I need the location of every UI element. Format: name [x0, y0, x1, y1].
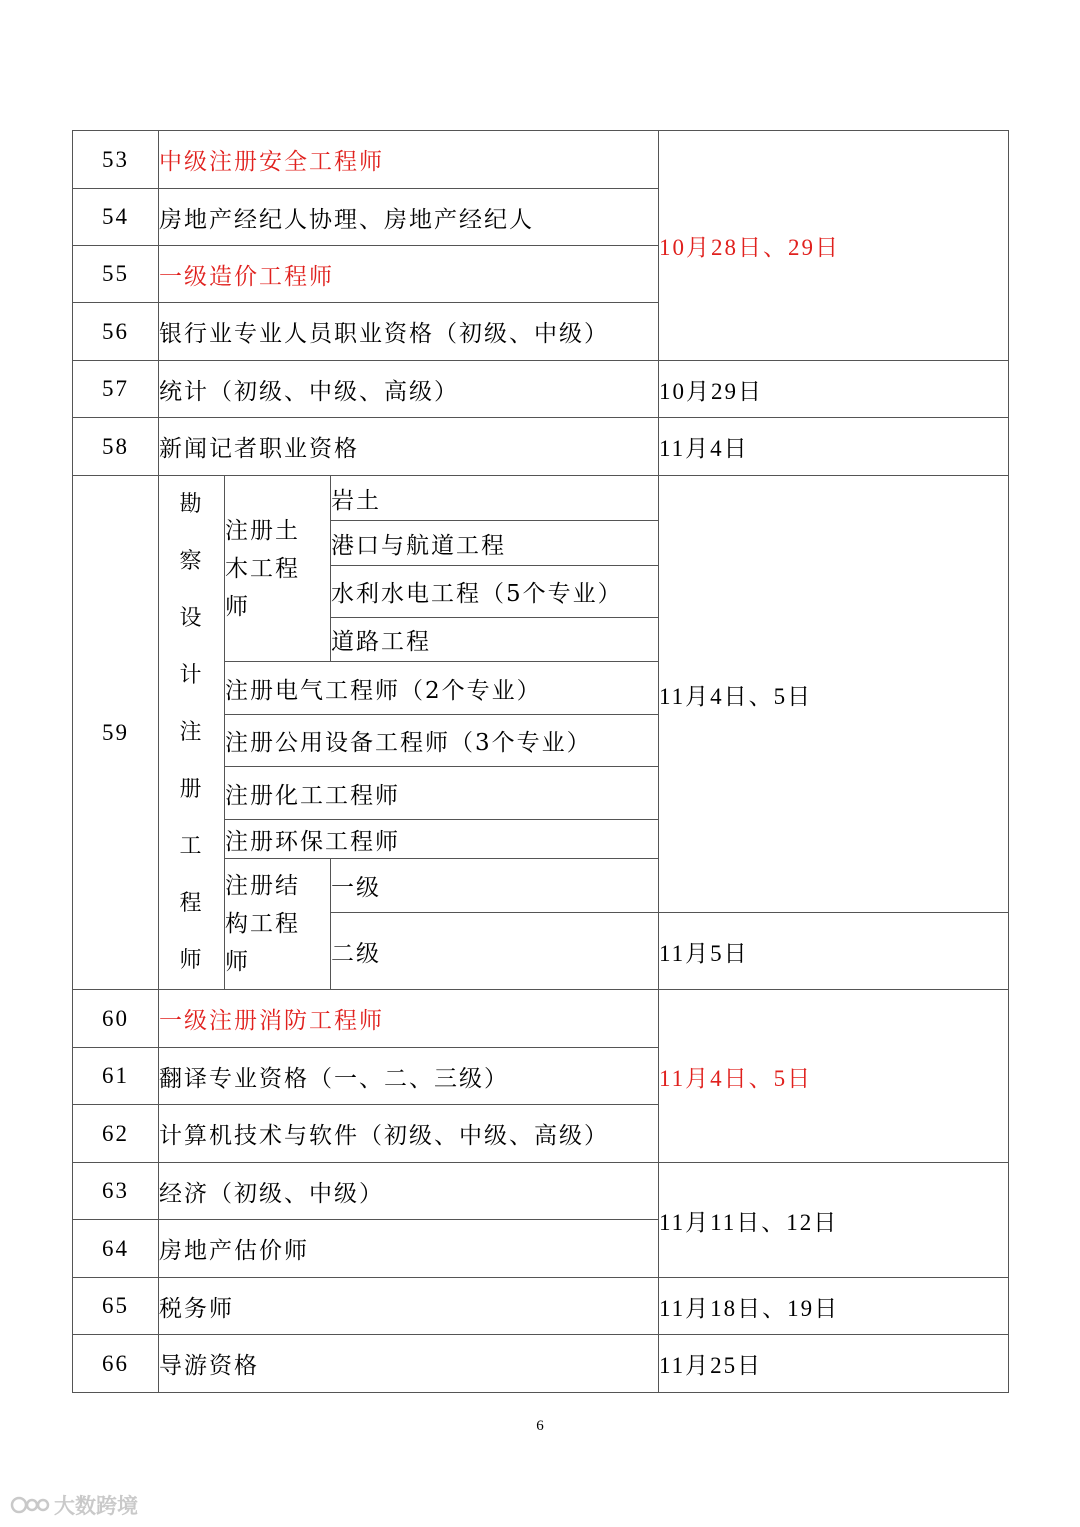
civil-engineer-group: 注册土 木工程 师 — [225, 476, 331, 662]
row-number: 58 — [73, 418, 159, 476]
table-row — [73, 131, 1009, 189]
page-number: 6 — [536, 1418, 544, 1434]
exam-name: 统计（初级、中级、高级） — [159, 361, 659, 418]
category-char: 勘 — [179, 492, 204, 517]
exam-name: 注册化工工程师 — [225, 767, 659, 820]
category-char: 册 — [179, 777, 204, 802]
row-number: 65 — [73, 1278, 159, 1335]
exam-name: 经济（初级、中级） — [159, 1163, 659, 1220]
row-number: 59 — [73, 476, 159, 990]
exam-name: 注册公用设备工程师（3个专业） — [225, 715, 659, 767]
exam-date: 11月5日 — [659, 913, 1009, 990]
table-row — [73, 990, 1009, 1048]
category-char: 察 — [179, 549, 204, 574]
category-char: 注 — [179, 720, 204, 745]
exam-date: 10月28日、29日 — [659, 131, 1009, 361]
row-number: 63 — [73, 1163, 159, 1220]
exam-name: 导游资格 — [159, 1335, 659, 1393]
table-row — [73, 476, 1009, 521]
exam-date: 11月18日、19日 — [659, 1278, 1009, 1335]
row-number: 61 — [73, 1048, 159, 1105]
exam-name: 房地产估价师 — [159, 1220, 659, 1278]
category-vertical-label — [159, 476, 225, 990]
category-char: 师 — [179, 948, 204, 973]
exam-name: 二级 — [331, 913, 659, 990]
row-number: 56 — [73, 303, 159, 361]
exam-name: 中级注册安全工程师 — [159, 131, 659, 189]
table-row — [73, 361, 1009, 418]
table-row — [73, 418, 1009, 476]
exam-name: 房地产经纪人协理、房地产经纪人 — [159, 189, 659, 246]
exam-name: 道路工程 — [331, 618, 659, 662]
row-number: 57 — [73, 361, 159, 418]
exam-name: 一级 — [331, 859, 659, 913]
exam-date: 11月4日、5日 — [659, 990, 1009, 1163]
table-row — [73, 1163, 1009, 1220]
exam-name: 一级注册消防工程师 — [159, 990, 659, 1048]
exam-date: 11月4日、5日 — [659, 476, 1009, 913]
category-char: 程 — [179, 891, 204, 916]
exam-name: 计算机技术与软件（初级、中级、高级） — [159, 1105, 659, 1163]
exam-name: 港口与航道工程 — [331, 521, 659, 566]
row-number: 60 — [73, 990, 159, 1048]
row-number: 53 — [73, 131, 159, 189]
exam-date: 11月11日、12日 — [659, 1163, 1009, 1278]
watermark-text: 大数跨境 — [54, 1494, 138, 1518]
exam-name: 水利水电工程（5个专业） — [331, 566, 659, 618]
watermark — [10, 1490, 138, 1520]
exam-name: 岩土 — [331, 476, 659, 521]
row-number: 64 — [73, 1220, 159, 1278]
exam-date: 11月4日 — [659, 418, 1009, 476]
category-char: 设 — [179, 606, 204, 631]
watermark-logo-icon — [10, 1494, 50, 1516]
structural-engineer-group: 注册结 构工程 师 — [225, 859, 331, 990]
exam-name: 税务师 — [159, 1278, 659, 1335]
category-char: 计 — [179, 663, 204, 688]
row-number: 55 — [73, 246, 159, 303]
exam-schedule-table — [72, 130, 1009, 1393]
exam-name: 新闻记者职业资格 — [159, 418, 659, 476]
row-number: 62 — [73, 1105, 159, 1163]
exam-name: 翻译专业资格（一、二、三级） — [159, 1048, 659, 1105]
table-row — [73, 1335, 1009, 1393]
exam-name: 注册电气工程师（2个专业） — [225, 662, 659, 715]
exam-date: 10月29日 — [659, 361, 1009, 418]
table-row — [73, 1278, 1009, 1335]
category-char: 工 — [179, 834, 204, 859]
exam-name: 注册环保工程师 — [225, 820, 659, 859]
exam-name: 银行业专业人员职业资格（初级、中级） — [159, 303, 659, 361]
exam-date: 11月25日 — [659, 1335, 1009, 1393]
row-number: 66 — [73, 1335, 159, 1393]
exam-name: 一级造价工程师 — [159, 246, 659, 303]
row-number: 54 — [73, 189, 159, 246]
